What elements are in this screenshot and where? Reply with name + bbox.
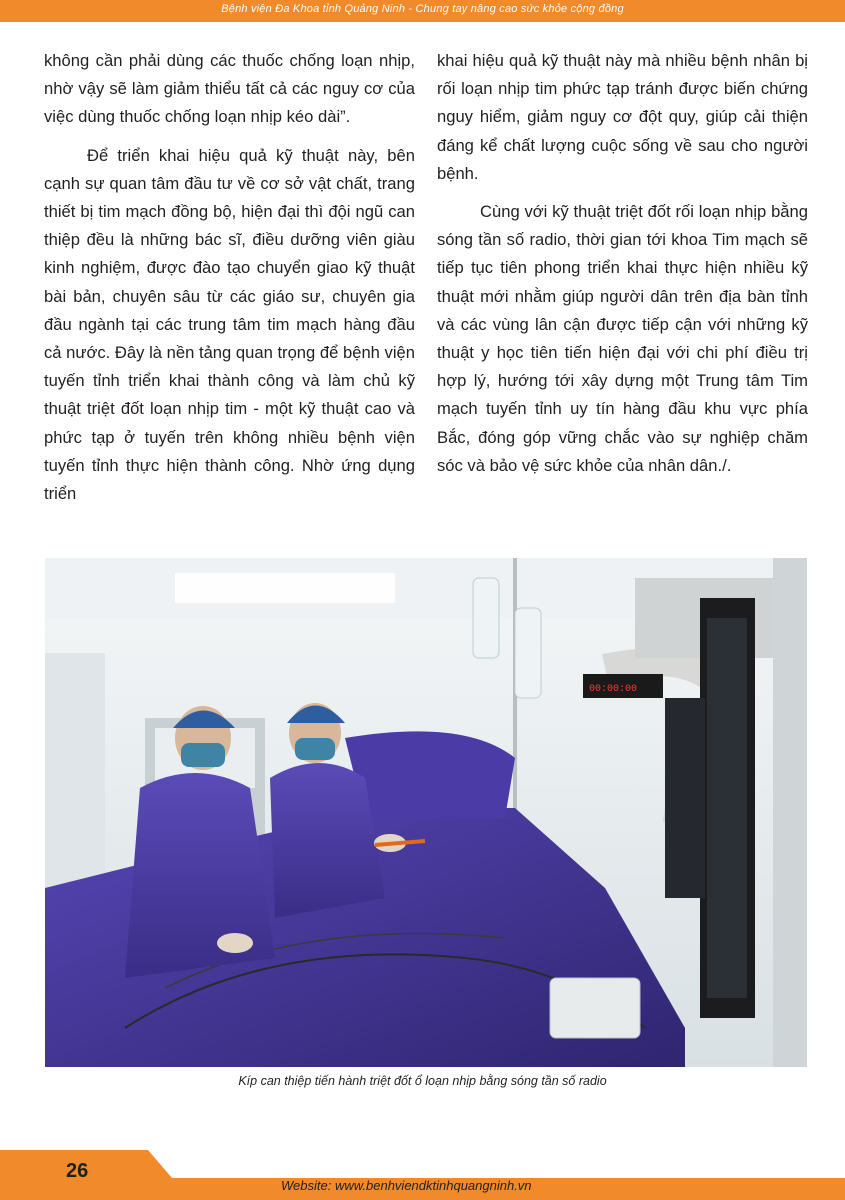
page-number: 26 [66, 1160, 89, 1182]
photo-caption: Kíp can thiệp tiến hành triệt đốt ổ loạn nhịp bằng sóng tần số radio [238, 1074, 607, 1088]
paragraph: không cần phải dùng các thuốc chống loạn nhịp, nhờ vậy sẽ làm giảm thiểu tất cả các nguy cơ của việc dùng thuốc chống loạn nhịp kéo dài”. [44, 51, 415, 127]
paragraph: Để triển khai hiệu quả kỹ thuật này, bên cạnh sự quan tâm đầu tư về cơ sở vật chất, trang thiết bị tim mạch đồng bộ, hiện đại thì đội ngũ can thiệp đều là những bác sĩ, điều dưỡng viên giàu kinh nghiệm, được đào tạo chuyển giao kỹ thuật bài bản, chuyên sâu từ các giáo sư, chuyên gia đầu ngành tại các trung tâm tim mạch hàng đầu cả nước. Đây là nền tảng quan trọng để bệnh viện tuyến tỉnh triển khai thành công và làm chủ kỹ thuật triệt đốt loạn nhịp tim - một kỹ thuật cao và phức tạp ở tuyến trên không nhiều bệnh viện tuyến tỉnh thực hiện thành công. Nhờ ứng dụng triển [44, 145, 415, 504]
article-column-left [44, 47, 415, 518]
operating-room-illustration [45, 558, 807, 1067]
footer-website: Website: www.benhviendktinhquangninh.vn [281, 1178, 532, 1193]
header-bar [0, 0, 845, 22]
paragraph: khai hiệu quả kỹ thuật này mà nhiều bệnh nhân bị rối loạn nhịp tim phức tạp tránh được biến chứng nguy hiểm, giảm nguy cơ đột quy, giúp cải thiện đáng kể chất lượng cuộc sống về sau cho người bệnh. [437, 51, 808, 183]
article-photo [45, 558, 807, 1067]
monitor-readout-1: 00:00:00 [589, 684, 638, 695]
article-column-right [437, 47, 808, 490]
header-text: Bệnh viện Đa Khoa tỉnh Quảng Ninh - Chung tay nâng cao sức khỏe cộng đồng [221, 3, 624, 15]
paragraph: Cùng với kỹ thuật triệt đốt rối loạn nhịp bằng sóng tần số radio, thời gian tới khoa Tim mạch sẽ tiếp tục tiên phong triển khai thực hiện nhiều kỹ thuật mới nhằm giúp người dân trên địa bàn tỉnh và các vùng lân cận được tiếp cận với những kỹ thuật y học tiên tiến hiện đại với chi phí điều trị hợp lý, hướng tới xây dựng một Trung tâm Tim mạch tuyến tỉnh uy tín hàng đầu khu vực phía Bắc, đóng góp vững chắc vào sự nghiệp chăm sóc và bảo vệ sức khỏe của nhân dân./. [437, 202, 808, 475]
